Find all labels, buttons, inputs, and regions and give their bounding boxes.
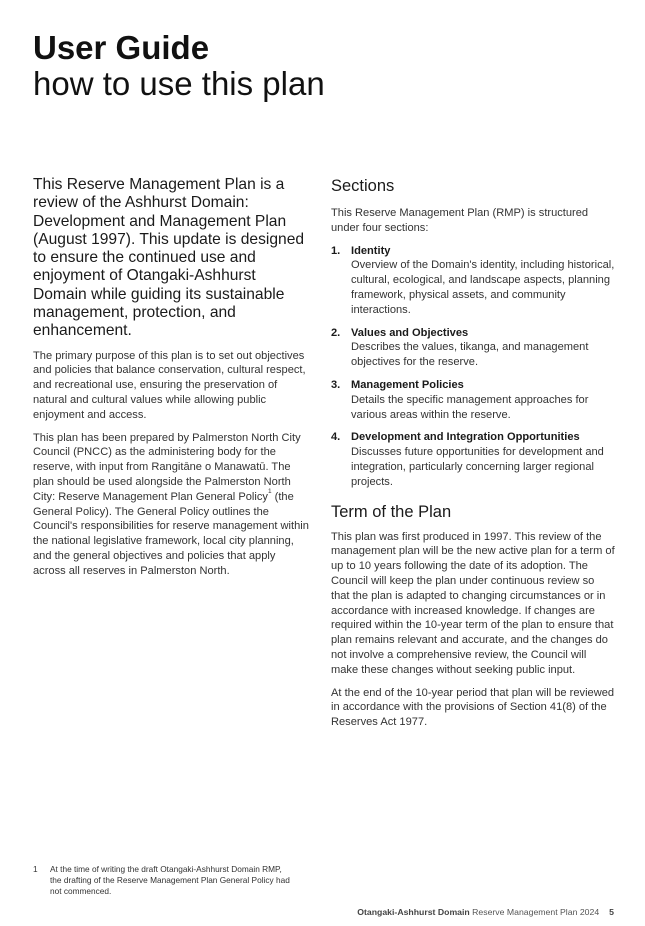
- sections-intro: This Reserve Management Plan (RMP) is structured under four sections:: [331, 207, 589, 234]
- title-subtitle: how to use this plan: [33, 65, 325, 102]
- term-paragraph-2: At the end of the 10-year period that plan will be reviewed in accordance with the provisions of Section 41(8) of the Reserves Act 1977.: [331, 686, 615, 729]
- list-item: [331, 244, 615, 318]
- list-item: [331, 378, 615, 422]
- footer-title-rest: Reserve Management Plan 2024: [469, 907, 600, 917]
- term-paragraph-1: This plan was first produced in 1997. This review of the management plan will be the new active plan for a term of up to 10 years following the date of its adoption. The Council will keep the plan under continuous review so that the plan is adapted to changing circumstances or in accordance with increased knowledge. If changes are required within the 10-year term of the plan to ensure that plan remains relevant and accurate, and the changes do not involve a comprehensive review, the Council will make these changes without seeking public input.: [331, 530, 615, 676]
- item-number: 3.: [331, 378, 341, 391]
- footnote-text: At the time of writing the draft Otangaki-Ashhurst Domain RMP, the drafting of the Reserve Management Plan General Policy had not commenced.: [50, 864, 290, 896]
- item-description: Details the specific management approaches for various areas within the reserve.: [351, 393, 589, 421]
- footer-title-bold: Otangaki-Ashhurst Domain: [357, 907, 470, 917]
- list-item: [331, 326, 615, 370]
- item-number: 2.: [331, 326, 341, 339]
- prepared-by-paragraph: [33, 431, 311, 579]
- title-main: User Guide: [33, 29, 210, 66]
- left-column: [33, 176, 311, 587]
- sections-list: [331, 244, 615, 490]
- page-footer: [357, 907, 614, 918]
- item-title: Identity: [351, 244, 391, 257]
- item-description: Discusses future opportunities for development and integration, particularly concerning larger regional projects.: [351, 446, 604, 488]
- page-title: [33, 30, 325, 102]
- footnote-number: 1: [33, 864, 38, 874]
- item-number: 4.: [331, 431, 341, 444]
- item-title: Management Policies: [351, 378, 464, 391]
- item-title: Development and Integration Opportunities: [351, 431, 580, 444]
- lead-paragraph: This Reserve Management Plan is a review of the Ashhurst Domain: Development and Management Plan (August 1997). This update is designed to ensure the continued use and enjoyment of Otangaki-Ashhurst Domain while guiding its sustainable management, protection, and enhancement.: [33, 176, 305, 340]
- footnote: [33, 864, 293, 897]
- item-title: Values and Objectives: [351, 326, 469, 339]
- prepared-by-text-cont: (the General Policy). The General Policy outlines the Council's responsibilities for reserve management within the national legislative framework, local city planning, and the general objectives and policies that apply across all reserves in Palmerston North.: [33, 490, 309, 577]
- page-number: 5: [609, 907, 614, 917]
- item-description: Overview of the Domain's identity, including historical, cultural, ecological, and landscape aspects, planning framework, physical assets, and community interactions.: [351, 259, 615, 316]
- sections-heading: Sections: [331, 177, 395, 195]
- purpose-paragraph: The primary purpose of this plan is to set out objectives and policies that balance conservation, cultural respect, and recreational use, ensuring the preservation of natural and cultural values while allowing public enjoyment and access.: [33, 349, 306, 421]
- term-heading: Term of the Plan: [331, 502, 452, 521]
- right-column: [331, 176, 615, 738]
- list-item: [331, 430, 615, 489]
- footnote-ref[interactable]: 1: [267, 487, 272, 495]
- item-number: 1.: [331, 244, 341, 257]
- item-description: Describes the values, tikanga, and management objectives for the reserve.: [351, 341, 589, 369]
- prepared-by-text: This plan has been prepared by Palmerston North City Council (PNCC) as the administering body for the reserve, with input from Rangitāne o Manawatū. The plan should be used alongside the Palmerston North City: Reserve Management Plan General Policy: [33, 431, 301, 503]
